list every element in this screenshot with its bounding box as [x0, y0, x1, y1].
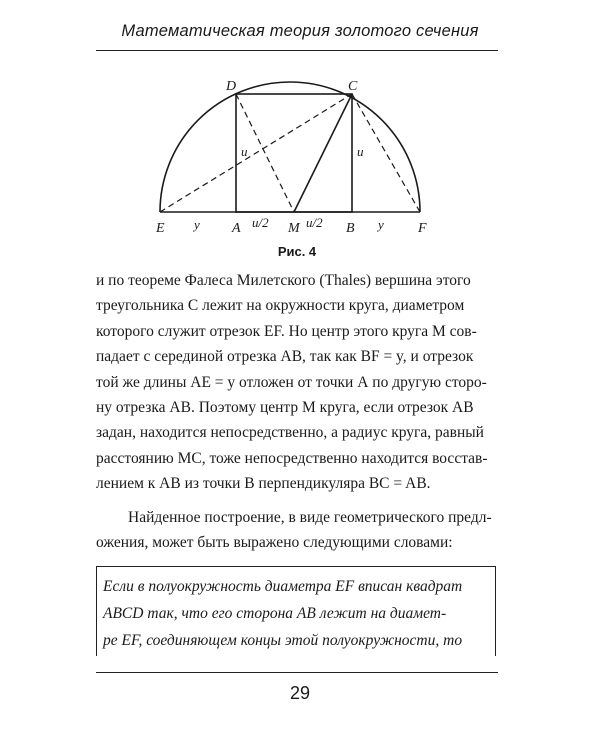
square-abcd — [236, 94, 352, 212]
header-rule — [96, 50, 498, 51]
theorem-line: ре EF, соединяющем концы этой полуокружности, то — [103, 632, 463, 649]
text-line: и по теореме Фалеса Милетского (Thales) вершина этого — [96, 272, 471, 289]
footer-rule — [96, 672, 498, 673]
label-u-left: u — [241, 144, 248, 159]
text-line: падает с серединой отрезка AB, так как BF = y, и отрезок — [96, 348, 474, 366]
text-line: ожения, может быть выражено следующими словами: — [96, 534, 453, 552]
label-u-right: u — [357, 144, 364, 159]
text-line: ну отрезка AB. Поэтому центр M круга, если отрезок AB — [96, 399, 474, 417]
label-half-right: u/2 — [306, 215, 323, 230]
label-y-left: y — [194, 217, 200, 232]
point-label-a: A — [232, 221, 241, 236]
point-label-c: C — [348, 79, 358, 94]
label-y-right: y — [378, 217, 384, 232]
text-line: Найденное построение, в виде геометрического предл- — [128, 508, 492, 526]
page-number: 29 — [289, 683, 311, 703]
label-half-left: u/2 — [252, 215, 269, 230]
point-label-e: E — [156, 221, 165, 236]
point-label-f: F — [418, 221, 427, 236]
figure-4 — [140, 70, 470, 240]
semicircle-diagram — [140, 70, 470, 240]
text-line: задан, находится непосредственно, а радиус круга, равный — [96, 424, 484, 442]
figure-caption: Рис. 4 — [277, 244, 317, 259]
point-label-m: M — [288, 221, 300, 236]
text-line: той же длины AE = y отложен от точки А по другую сторо- — [96, 373, 487, 391]
point-label-b: B — [346, 221, 355, 236]
text-line: расстоянию MC, тоже непосредственно находится восстав- — [96, 449, 488, 467]
theorem-line: Если в полуокружность диаметра EF вписан квадрат — [103, 578, 463, 595]
semicircle-arc — [160, 82, 420, 212]
point-label-d: D — [226, 79, 237, 94]
theorem-box — [96, 566, 496, 656]
running-header: Математическая теория золотого сечения — [121, 22, 479, 40]
main-paragraph — [96, 268, 500, 555]
text-line: которого служит отрезок EF. Но центр этого круга M сов- — [96, 322, 477, 340]
text-line: треугольника C лежит на окружности круга, диаметром — [96, 297, 465, 315]
theorem-line: ABCD так, что его сторона AB лежит на диамет- — [103, 605, 447, 622]
text-line: лением к AB из точки B перпендикуляра BC = AB. — [96, 475, 431, 493]
